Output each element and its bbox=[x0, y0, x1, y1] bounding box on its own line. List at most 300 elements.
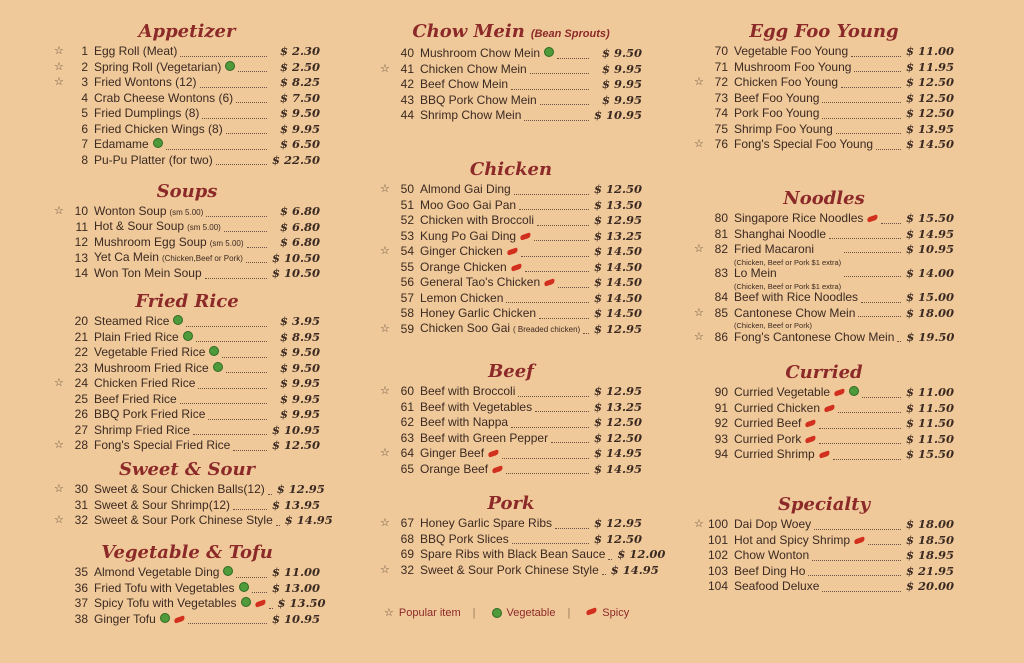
vegetable-icon bbox=[849, 386, 859, 396]
menu-item bbox=[54, 137, 320, 153]
item-number: 76 bbox=[714, 137, 728, 151]
vegetable-icon bbox=[153, 138, 163, 148]
chili-icon bbox=[586, 607, 598, 615]
item-price: $ 3.95 bbox=[279, 314, 320, 328]
dot-leader bbox=[198, 379, 267, 389]
menu-item bbox=[694, 91, 954, 107]
dot-leader bbox=[822, 582, 901, 592]
legend-separator: | bbox=[567, 606, 571, 619]
menu-item bbox=[694, 447, 954, 463]
item-name: Fried Wontons (12) bbox=[94, 75, 197, 89]
item-price: $ 19.50 bbox=[906, 329, 955, 344]
item-number: 8 bbox=[81, 152, 88, 167]
dot-leader bbox=[540, 95, 589, 105]
item-name-wrap bbox=[420, 415, 508, 431]
menu-item bbox=[54, 513, 333, 529]
menu-item bbox=[694, 227, 954, 243]
star-icon: ☆ bbox=[694, 330, 704, 343]
dot-leader bbox=[861, 293, 901, 303]
section-subtitle: (Bean Sprouts) bbox=[530, 28, 610, 40]
item-name-line bbox=[94, 266, 202, 282]
star-icon: ☆ bbox=[380, 322, 390, 335]
star-icon: ☆ bbox=[54, 205, 64, 217]
item-number: 40 bbox=[400, 46, 414, 60]
star-icon: ☆ bbox=[694, 76, 704, 88]
dot-leader bbox=[530, 64, 589, 74]
item-name-line bbox=[94, 498, 230, 514]
star-icon: ☆ bbox=[380, 62, 390, 75]
item-name-line bbox=[420, 384, 515, 400]
star-icon: ☆ bbox=[380, 517, 390, 529]
item-number: 52 bbox=[400, 213, 414, 227]
menu-section bbox=[380, 360, 642, 477]
item-name: Curried Chicken bbox=[734, 400, 821, 415]
item-name: Dai Dop Woey bbox=[734, 517, 812, 531]
item-name: Chicken with Broccoli bbox=[420, 213, 535, 227]
item-price: $ 13.95 bbox=[271, 497, 320, 512]
star-icon: ☆ bbox=[694, 518, 704, 530]
item-price: $ 10.95 bbox=[905, 242, 954, 256]
item-name: Mushroom Fried Rice bbox=[94, 360, 209, 375]
menu-item bbox=[54, 122, 320, 138]
item-price: $ 6.50 bbox=[279, 137, 320, 151]
item-number: 64 bbox=[400, 446, 414, 460]
item-number: 27 bbox=[74, 422, 88, 437]
item-name-wrap bbox=[94, 345, 219, 361]
item-name: Shanghai Noodle bbox=[734, 226, 827, 241]
dot-leader bbox=[269, 599, 273, 609]
item-price: $ 13.00 bbox=[271, 580, 320, 595]
item-name-wrap bbox=[420, 93, 537, 109]
menu-item bbox=[694, 106, 954, 122]
menu-item bbox=[54, 314, 320, 330]
item-name-line bbox=[94, 376, 195, 392]
item-number: 38 bbox=[74, 611, 88, 626]
item-price: $ 14.95 bbox=[610, 562, 659, 577]
menu-item bbox=[380, 516, 642, 532]
item-number: 58 bbox=[400, 306, 414, 320]
item-number: 56 bbox=[400, 275, 414, 289]
item-number: 67 bbox=[400, 516, 414, 530]
star-icon: ☆ bbox=[54, 377, 64, 389]
item-price: $ 15.50 bbox=[905, 447, 954, 461]
item-name-line bbox=[94, 392, 177, 408]
item-number: 82 bbox=[714, 242, 728, 256]
item-number: 104 bbox=[707, 579, 728, 593]
item-price: $ 6.80 bbox=[279, 204, 320, 218]
item-name-wrap bbox=[94, 513, 273, 529]
section-title-text: Appetizer bbox=[138, 21, 236, 42]
menu-item bbox=[694, 579, 954, 595]
item-price: $ 14.50 bbox=[593, 306, 642, 320]
dot-leader bbox=[854, 62, 901, 72]
item-price: $ 10.50 bbox=[271, 266, 320, 280]
item-name: Curried Vegetable bbox=[734, 385, 831, 399]
menu-item bbox=[380, 306, 642, 322]
item-name: Won Ton Mein Soup bbox=[94, 266, 202, 280]
item-name-line bbox=[420, 93, 537, 109]
item-name-line bbox=[420, 321, 580, 338]
item-name-line bbox=[94, 361, 223, 377]
item-name-wrap bbox=[734, 564, 805, 580]
item-number: 53 bbox=[400, 228, 414, 243]
item-name-wrap bbox=[420, 46, 554, 62]
item-price: $ 14.95 bbox=[905, 226, 954, 241]
dot-leader bbox=[252, 583, 267, 593]
item-price: $ 9.50 bbox=[601, 46, 642, 60]
item-number: 10 bbox=[74, 204, 88, 218]
dot-leader bbox=[524, 111, 589, 121]
item-name-line bbox=[734, 385, 859, 401]
item-name: Ginger Chicken bbox=[420, 244, 503, 258]
item-name-line bbox=[94, 612, 185, 628]
star-icon: ☆ bbox=[384, 607, 394, 619]
item-name-line bbox=[420, 229, 531, 245]
item-name-line bbox=[420, 46, 554, 62]
item-price: $ 12.50 bbox=[593, 430, 642, 445]
item-number: 81 bbox=[714, 226, 728, 241]
section-title bbox=[54, 290, 320, 314]
dot-leader bbox=[506, 293, 589, 303]
dot-leader bbox=[822, 93, 901, 103]
item-number: 50 bbox=[400, 182, 414, 196]
item-name-wrap bbox=[734, 306, 855, 331]
item-name: Fong's Special Fried Rice bbox=[94, 438, 231, 452]
item-price: $ 15.50 bbox=[905, 211, 954, 225]
menu-section bbox=[54, 180, 320, 282]
menu-section bbox=[694, 493, 954, 595]
dot-leader bbox=[844, 266, 901, 277]
menu-item bbox=[54, 220, 320, 236]
dot-leader bbox=[196, 332, 267, 342]
star-icon: ☆ bbox=[380, 447, 390, 459]
menu-section bbox=[54, 541, 326, 627]
item-number: 72 bbox=[714, 75, 728, 89]
item-name: BBQ Pork Slices bbox=[420, 531, 509, 546]
item-number: 101 bbox=[707, 532, 728, 547]
menu-item bbox=[380, 446, 642, 462]
dot-leader bbox=[819, 419, 901, 429]
menu-item bbox=[54, 482, 325, 498]
item-price: $ 14.95 bbox=[593, 446, 642, 460]
item-name: Sweet & Sour Pork Chinese Style bbox=[420, 562, 599, 577]
item-number: 73 bbox=[714, 90, 728, 105]
item-name: Beef with Vegetables bbox=[420, 399, 533, 414]
dot-leader bbox=[222, 348, 267, 358]
item-name-line bbox=[734, 306, 855, 322]
chili-icon bbox=[824, 404, 836, 412]
section-title bbox=[54, 180, 320, 204]
item-price: $ 10.95 bbox=[593, 108, 642, 122]
dot-leader bbox=[539, 309, 589, 319]
item-number: 26 bbox=[74, 407, 88, 421]
item-price: $ 13.50 bbox=[277, 596, 326, 610]
star-icon: ☆ bbox=[54, 439, 64, 451]
item-price: $ 9.95 bbox=[601, 61, 642, 76]
item-number: 12 bbox=[74, 235, 88, 249]
item-number: 68 bbox=[400, 531, 414, 546]
item-name-wrap bbox=[94, 75, 197, 91]
item-name: Chicken Fried Rice bbox=[94, 376, 196, 390]
item-name-line bbox=[94, 153, 213, 169]
menu-item bbox=[380, 384, 642, 400]
dot-leader bbox=[166, 140, 267, 150]
menu-item bbox=[380, 532, 642, 548]
menu-item bbox=[380, 260, 642, 276]
dot-leader bbox=[838, 403, 901, 413]
item-name-line bbox=[420, 244, 518, 260]
item-price: $ 11.95 bbox=[905, 59, 954, 74]
item-number: 7 bbox=[81, 137, 88, 151]
item-price: $ 14.95 bbox=[593, 461, 642, 476]
item-name: Curried Pork bbox=[734, 431, 802, 446]
item-number: 54 bbox=[400, 244, 414, 258]
legend-separator: | bbox=[472, 606, 476, 619]
menu-item bbox=[694, 266, 954, 290]
vegetable-icon bbox=[239, 582, 249, 592]
item-tag: (sm 5.00) bbox=[209, 238, 244, 248]
item-number: 25 bbox=[74, 391, 88, 406]
item-name-line bbox=[94, 204, 203, 221]
dot-leader bbox=[514, 185, 589, 195]
item-price: $ 2.50 bbox=[279, 59, 320, 74]
menu-item bbox=[54, 266, 320, 282]
item-price: $ 9.50 bbox=[279, 360, 320, 375]
item-name-line bbox=[734, 416, 816, 432]
menu-item bbox=[380, 547, 666, 563]
dot-leader bbox=[829, 229, 901, 239]
item-name: Steamed Rice bbox=[94, 314, 170, 328]
item-price: $ 13.25 bbox=[593, 399, 642, 414]
item-name-wrap bbox=[94, 235, 244, 252]
item-name-wrap bbox=[94, 266, 202, 282]
item-name-line bbox=[734, 266, 841, 282]
dot-leader bbox=[236, 568, 267, 578]
menu-item bbox=[54, 361, 320, 377]
star-icon: ☆ bbox=[380, 563, 390, 576]
menu-item bbox=[54, 44, 320, 60]
menu-item bbox=[380, 77, 642, 93]
item-name-line bbox=[734, 122, 833, 138]
item-price: $ 12.50 bbox=[593, 182, 642, 196]
dot-leader bbox=[233, 500, 267, 510]
dot-leader bbox=[841, 78, 901, 88]
item-price: $ 8.95 bbox=[279, 329, 320, 344]
dot-leader bbox=[525, 262, 589, 272]
section-title bbox=[694, 493, 954, 517]
section-title-text: Fried Rice bbox=[135, 291, 239, 312]
section-title-text: Chow Mein bbox=[412, 21, 525, 42]
item-name-line bbox=[94, 565, 233, 581]
dot-leader bbox=[246, 253, 267, 263]
section-title bbox=[694, 187, 954, 211]
item-price: $ 18.00 bbox=[905, 517, 954, 531]
item-number: 102 bbox=[707, 548, 728, 562]
menu-item bbox=[694, 548, 954, 564]
dot-leader bbox=[808, 566, 901, 576]
item-name-line bbox=[734, 91, 819, 107]
menu-item bbox=[54, 596, 326, 612]
item-price: $ 20.00 bbox=[905, 579, 954, 593]
menu-item bbox=[380, 462, 642, 478]
item-name: Spicy Tofu with Vegetables bbox=[94, 596, 237, 610]
menu-item bbox=[694, 517, 954, 533]
item-name: BBQ Pork Chow Mein bbox=[420, 92, 537, 107]
dot-leader bbox=[216, 155, 267, 165]
item-name-wrap bbox=[94, 106, 199, 122]
menu-item bbox=[694, 44, 954, 60]
menu-item bbox=[54, 407, 320, 423]
menu-item bbox=[694, 290, 954, 306]
item-name-line bbox=[734, 579, 819, 595]
item-number: 32 bbox=[400, 562, 414, 577]
legend-spicy-label: Spicy bbox=[602, 606, 630, 619]
item-number: 91 bbox=[714, 400, 728, 415]
legend-vegetable-label: Vegetable bbox=[506, 606, 556, 619]
item-number: 32 bbox=[74, 513, 88, 527]
item-tag: (Chicken,Beef or Pork) bbox=[161, 254, 243, 263]
item-name-line bbox=[94, 423, 190, 439]
dot-leader bbox=[180, 47, 267, 57]
item-name: Fong's Special Foo Young bbox=[734, 137, 874, 151]
dot-leader bbox=[812, 551, 901, 561]
dot-leader bbox=[206, 207, 267, 217]
item-name: Fried Tofu with Vegetables bbox=[94, 580, 235, 595]
chili-icon bbox=[805, 419, 817, 427]
chili-icon bbox=[510, 263, 522, 271]
item-price: $ 11.50 bbox=[905, 431, 954, 446]
item-name-wrap bbox=[94, 330, 193, 346]
dot-leader bbox=[502, 449, 589, 459]
menu-item bbox=[694, 242, 954, 266]
item-name-wrap bbox=[94, 392, 177, 408]
item-name: Sweet & Sour Shrimp(12) bbox=[94, 497, 231, 512]
dot-leader bbox=[602, 565, 606, 575]
item-name-wrap bbox=[420, 431, 548, 447]
item-name-wrap bbox=[94, 91, 233, 107]
legend-spicy bbox=[582, 607, 629, 619]
star-icon: ☆ bbox=[694, 306, 704, 319]
item-price: $ 15.00 bbox=[905, 290, 954, 304]
dot-leader bbox=[519, 200, 589, 210]
item-name-line bbox=[420, 400, 532, 416]
dot-leader bbox=[868, 535, 901, 545]
vegetable-icon bbox=[173, 315, 183, 325]
menu-item bbox=[380, 400, 642, 416]
star-icon: ☆ bbox=[54, 45, 64, 57]
item-number: 41 bbox=[400, 61, 414, 76]
item-name-wrap bbox=[94, 596, 266, 612]
menu-section bbox=[694, 20, 954, 153]
item-name-wrap bbox=[94, 423, 190, 439]
item-number: 94 bbox=[714, 447, 728, 461]
item-number: 62 bbox=[400, 415, 414, 429]
item-name-line bbox=[94, 581, 249, 597]
item-price: $ 12.50 bbox=[905, 90, 954, 105]
item-price: $ 14.50 bbox=[593, 244, 642, 258]
item-name: Lo Mein bbox=[734, 266, 777, 280]
item-name: Hot & Sour Soup bbox=[94, 219, 185, 233]
dot-leader bbox=[236, 93, 267, 103]
item-name: Fried Chicken Wings (8) bbox=[94, 121, 223, 136]
item-name-line bbox=[734, 432, 816, 448]
item-price: $ 12.50 bbox=[593, 415, 642, 429]
item-number: 70 bbox=[714, 44, 728, 58]
item-number: 69 bbox=[400, 547, 414, 561]
chili-icon bbox=[544, 278, 556, 286]
item-name-wrap bbox=[734, 242, 841, 267]
item-name: Kung Po Gai Ding bbox=[420, 228, 517, 243]
item-name-wrap bbox=[94, 482, 265, 498]
menu-item bbox=[54, 438, 320, 454]
item-name-wrap bbox=[734, 211, 878, 227]
item-name: Fried Dumplings (8) bbox=[94, 106, 200, 120]
item-price: $ 12.00 bbox=[617, 547, 666, 561]
item-name-wrap bbox=[420, 77, 508, 93]
item-price: $ 11.00 bbox=[271, 565, 320, 579]
item-price: $ 6.80 bbox=[279, 235, 320, 249]
item-number: 59 bbox=[400, 321, 414, 336]
item-name-wrap bbox=[94, 219, 221, 236]
item-name-wrap bbox=[734, 227, 826, 243]
dot-leader bbox=[836, 124, 901, 134]
item-price: $ 12.50 bbox=[905, 106, 954, 120]
chili-icon bbox=[805, 435, 817, 443]
chili-icon bbox=[854, 536, 866, 544]
item-number: 84 bbox=[714, 290, 728, 304]
dot-leader bbox=[819, 434, 901, 444]
star-icon: ☆ bbox=[380, 183, 390, 195]
item-price: $ 12.95 bbox=[276, 482, 325, 496]
dot-leader bbox=[200, 78, 268, 88]
menu-item bbox=[54, 106, 320, 122]
section-title-text: Specialty bbox=[777, 494, 871, 515]
item-number: 57 bbox=[400, 290, 414, 305]
menu-item bbox=[694, 60, 954, 76]
dot-leader bbox=[233, 441, 267, 451]
item-number: 4 bbox=[81, 90, 88, 105]
item-name-wrap bbox=[734, 548, 809, 564]
item-name: Pork Foo Young bbox=[734, 106, 820, 120]
item-name-line bbox=[94, 513, 273, 529]
item-name-line bbox=[734, 44, 848, 60]
menu-item bbox=[694, 401, 954, 417]
vegetable-icon bbox=[225, 61, 235, 71]
menu-section bbox=[54, 458, 333, 529]
dot-leader bbox=[897, 332, 901, 342]
item-number: 13 bbox=[74, 250, 88, 265]
item-name-line bbox=[420, 431, 548, 447]
item-name: Mushroom Foo Young bbox=[734, 59, 852, 74]
item-price: $ 9.95 bbox=[279, 376, 320, 390]
dot-leader bbox=[608, 550, 612, 560]
item-name-wrap bbox=[94, 612, 185, 628]
section-title-text: Egg Foo Young bbox=[749, 21, 899, 42]
item-name: Chow Wonton bbox=[734, 548, 810, 562]
vegetable-icon bbox=[544, 47, 554, 57]
menu-item bbox=[380, 108, 642, 124]
item-name-wrap bbox=[734, 75, 838, 91]
section-title bbox=[54, 20, 320, 44]
item-price: $ 9.95 bbox=[279, 121, 320, 136]
dot-leader bbox=[226, 363, 267, 373]
menu-section bbox=[380, 492, 666, 578]
dot-leader bbox=[518, 387, 589, 397]
item-price: $ 11.50 bbox=[905, 400, 954, 415]
menu-section bbox=[380, 158, 642, 337]
item-note: (Chicken, Beef or Pork $1 extra) bbox=[734, 281, 842, 291]
item-name-wrap bbox=[420, 446, 499, 462]
